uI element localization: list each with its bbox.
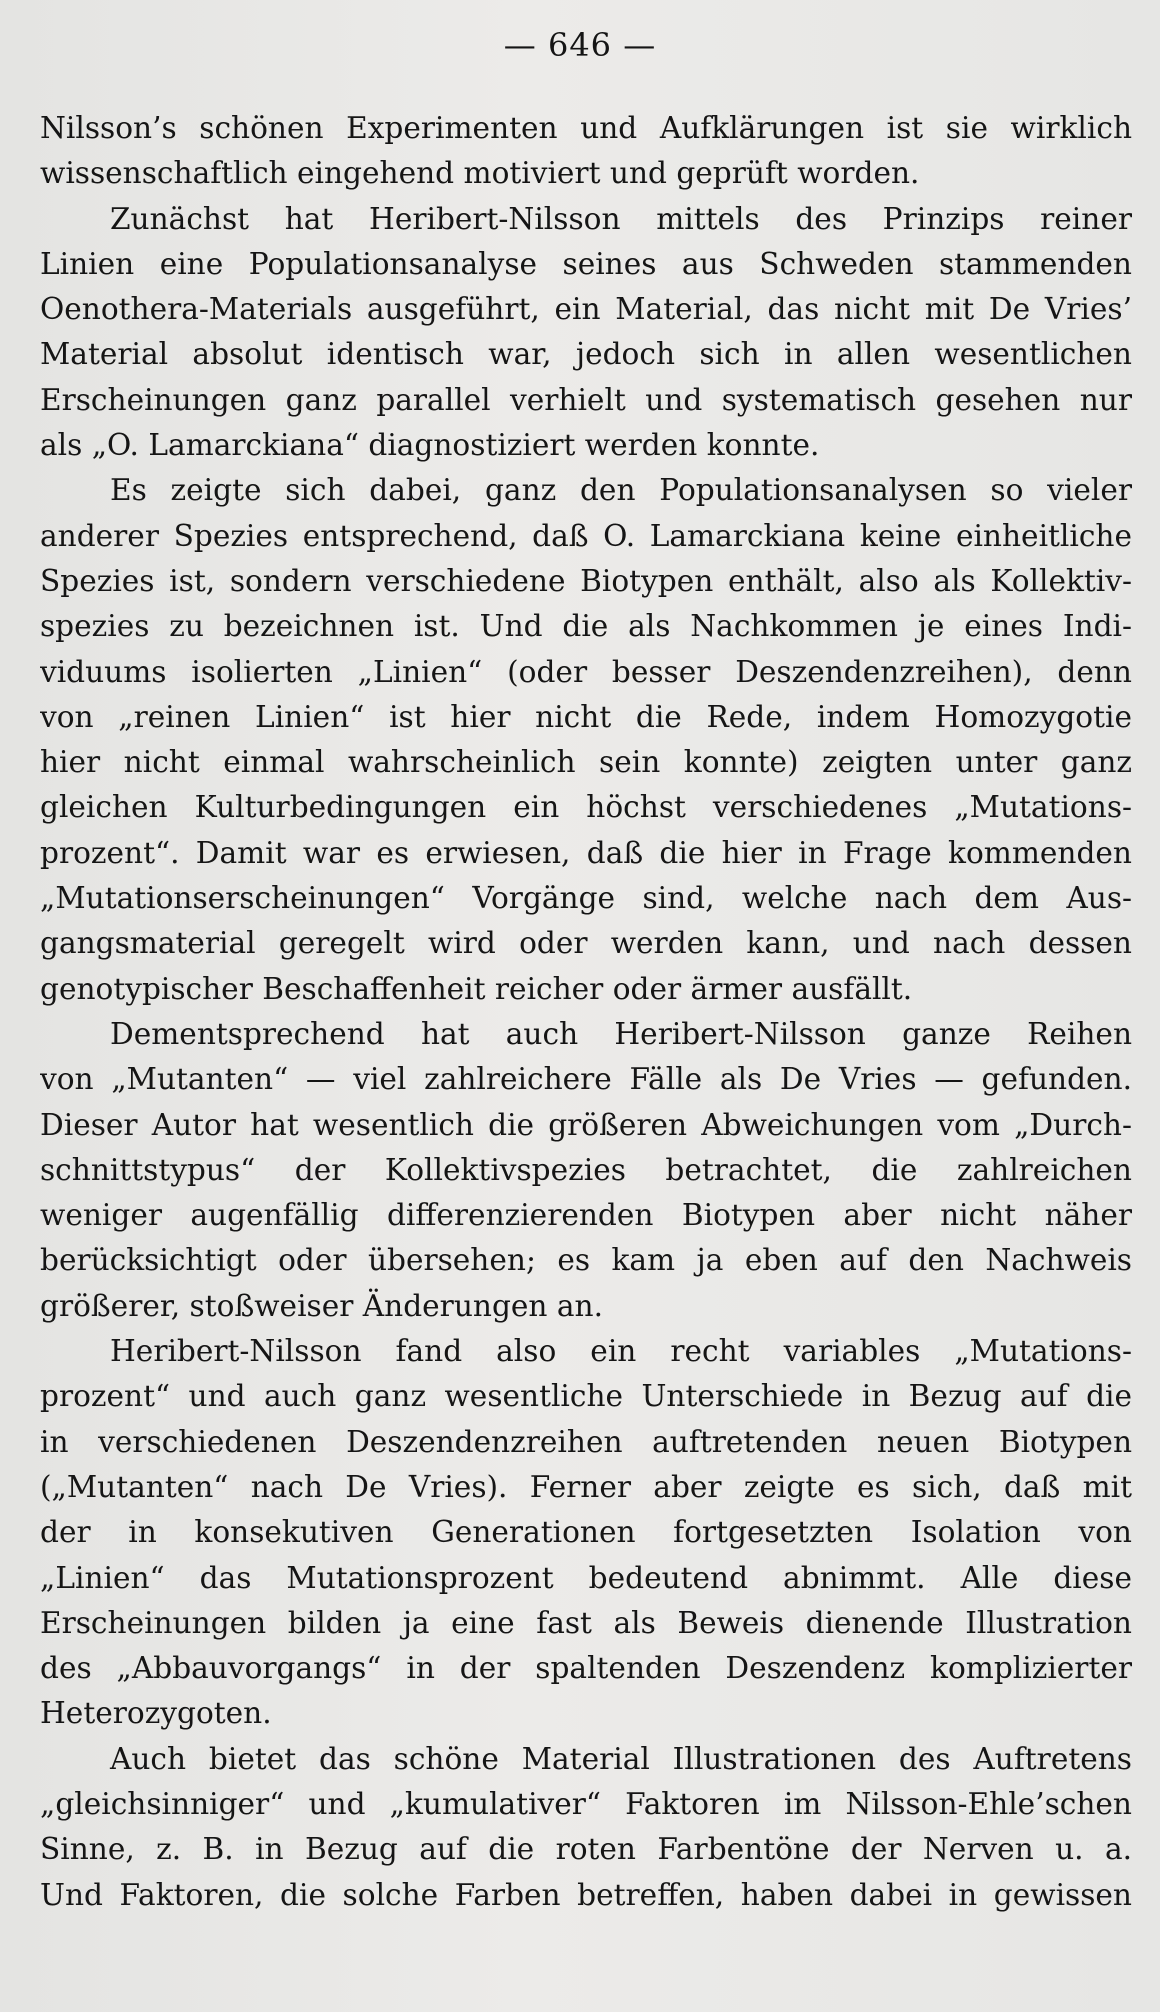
text-line: „Mutationserscheinungen“ Vorgänge sind, welche nach dem Aus- [40, 881, 1132, 916]
text-line: anderer Spezies entsprechend, daß O. Lamarckiana keine einheitliche [40, 518, 1132, 553]
text-line: Sinne, z. B. in Bezug auf die roten Farbentöne der Nerven u. a. [40, 1832, 1132, 1867]
text-line: prozent“ und auch ganz wesentliche Unterschiede in Bezug auf die [40, 1379, 1132, 1414]
text-line: gangsmaterial geregelt wird oder werden kann, und nach dessen [40, 926, 1132, 961]
text-line: prozent“. Damit war es erwiesen, daß die hier in Frage kommenden [40, 835, 1132, 870]
text-line: viduums isolierten „Linien“ (oder besser Deszendenzreihen), denn [40, 654, 1132, 689]
text-line: Linien eine Populationsanalyse seines aus Schweden stammenden [40, 246, 1132, 281]
text-line: „Linien“ das Mutationsprozent bedeutend abnimmt. Alle diese [40, 1560, 1132, 1595]
text-line: Dieser Autor hat wesentlich die größeren Abweichungen vom „Durch- [40, 1107, 1132, 1142]
text-line: in verschiedenen Deszendenzreihen auftretenden neuen Biotypen [40, 1424, 1132, 1459]
text-line: spezies zu bezeichnen ist. Und die als Nachkommen je eines Indi- [40, 609, 1132, 644]
text-line: berücksichtigt oder übersehen; es kam ja eben auf den Nachweis [40, 1243, 1132, 1278]
text-line: schnittstypus“ der Kollektivspezies betrachtet, die zahlreichen [40, 1152, 1132, 1187]
text-line: Heribert-Nilsson fand also ein recht variables „Mutations- [110, 1334, 1132, 1369]
text-line: Es zeigte sich dabei, ganz den Populationsanalysen so vieler [110, 473, 1132, 508]
text-line: („Mutanten“ nach De Vries). Ferner aber zeigte es sich, daß mit [40, 1469, 1132, 1504]
text-line: Material absolut identisch war, jedoch sich in allen wesentlichen [40, 337, 1132, 372]
text-line: weniger augenfällig differenzierenden Biotypen aber nicht näher [40, 1198, 1132, 1233]
text-line: als „O. Lamarckiana“ diagnostiziert werden konnte. [40, 428, 820, 463]
text-line: Nilsson’s schönen Experimenten und Aufklärungen ist sie wirklich [40, 111, 1132, 145]
text-line: „gleichsinniger“ und „kumulativer“ Faktoren im Nilsson-Ehle’schen [40, 1786, 1132, 1821]
text-line: gleichen Kulturbedingungen ein höchst verschiedenes „Mutations- [40, 790, 1132, 825]
text-line: Erscheinungen bilden ja eine fast als Beweis dienende Illustration [40, 1605, 1132, 1640]
text-line: Heterozygoten. [40, 1696, 272, 1731]
text-line: genotypischer Beschaffenheit reicher oder ärmer ausfällt. [40, 971, 913, 1006]
text-line: Oenothera-Materials ausgeführt, ein Material, das nicht mit De Vries’ [40, 292, 1132, 327]
text-line: des „Abbauvorgangs“ in der spaltenden Deszendenz komplizierter [40, 1651, 1132, 1686]
text-line: Und Faktoren, die solche Farben betreffen, haben dabei in gewissen [40, 1877, 1132, 1912]
text-line: Dementsprechend hat auch Heribert-Nilsson ganze Reihen [110, 1016, 1132, 1051]
text-line: von „Mutanten“ — viel zahlreichere Fälle als De Vries — gefunden. [40, 1062, 1132, 1097]
text-line: Zunächst hat Heribert-Nilsson mittels des Prinzips reiner [110, 201, 1132, 236]
text-line: wissenschaftlich eingehend motiviert und geprüft worden. [40, 156, 920, 191]
body-text [40, 106, 1132, 1918]
text-line: größerer, stoßweiser Änderungen an. [40, 1288, 603, 1323]
text-line: hier nicht einmal wahrscheinlich sein konnte) zeigten unter ganz [40, 745, 1132, 780]
text-line: von „reinen Linien“ ist hier nicht die Rede, indem Homozygotie [40, 699, 1132, 734]
text-line: der in konsekutiven Generationen fortgesetzten Isolation von [40, 1515, 1132, 1550]
text-line: Spezies ist, sondern verschiedene Biotypen enthält, also als Kollektiv- [40, 563, 1132, 598]
text-line: Erscheinungen ganz parallel verhielt und systematisch gesehen nur [40, 382, 1132, 417]
text-line: Auch bietet das schöne Material Illustrationen des Auftretens [110, 1741, 1132, 1776]
page-number: — 646 — [503, 26, 657, 64]
